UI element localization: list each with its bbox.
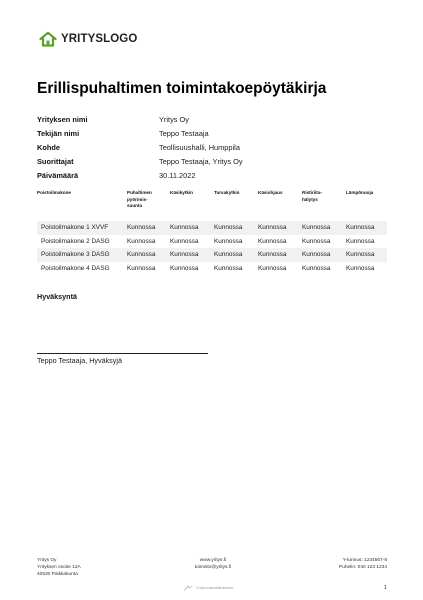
info-row-target: [37, 140, 243, 154]
table-row: [37, 221, 387, 235]
header-cell: Ristiriita- hälytys: [302, 190, 322, 202]
table-row: [37, 248, 387, 262]
table-cell: Kunnossa: [346, 251, 375, 259]
table-cell: Kunnossa: [127, 237, 156, 245]
table-cell: Kunnossa: [170, 237, 199, 245]
header-cell: Käsikytkin: [170, 190, 193, 195]
table-cell: Kunnossa: [214, 251, 243, 259]
footer-email: toimisto@yritys.fi: [194, 564, 232, 570]
info-value: Teppo Testaaja: [159, 128, 209, 138]
test-results-table: [37, 190, 387, 275]
info-section: [37, 112, 243, 182]
table-body: [37, 221, 387, 275]
signer-name: Teppo Testaaja, Hyväksyjä: [37, 356, 122, 365]
header-cell: Lämpönuoja: [346, 190, 374, 195]
info-row-performers: [37, 154, 243, 168]
table-cell: Kunnossa: [214, 224, 243, 232]
footer-website: www.yritys.fi: [199, 558, 227, 563]
table-cell: Kunnossa: [302, 264, 331, 272]
info-label: Päivämäärä: [37, 170, 79, 180]
brand-leaf-icon: [184, 585, 193, 591]
table-cell: Kunnossa: [214, 237, 243, 245]
approval-heading: Hyväksyntä: [37, 292, 77, 301]
table-cell: Poistoilmakone 2 DASG: [41, 237, 110, 245]
info-row-author: [37, 126, 243, 140]
table-cell: Kunnossa: [258, 251, 287, 259]
table-row: [37, 262, 387, 276]
logo-text: YRITYSLOGO: [61, 33, 138, 45]
table-cell: Kunnossa: [258, 237, 287, 245]
table-cell: Kunnossa: [302, 224, 331, 232]
table-cell: Kunnossa: [302, 237, 331, 245]
info-row-company: [37, 112, 243, 126]
signature-line: [37, 353, 208, 354]
table-cell: Poistoilmakone 4 DASG: [41, 264, 110, 272]
info-label: Tekijän nimi: [37, 128, 80, 138]
footer-company: Yritys Oy Yrityksen osoite 12A 40530 Paikkakunta: [37, 558, 81, 577]
table-row: [37, 235, 387, 249]
table-cell: Kunnossa: [127, 251, 156, 259]
table-cell: Kunnossa: [258, 264, 287, 272]
info-value: Teppo Testaaja, Yritys Oy: [159, 156, 243, 166]
info-row-date: [37, 168, 243, 182]
info-value: Teollisuushalli, Humppila: [159, 142, 240, 152]
table-cell: Kunnossa: [214, 264, 243, 272]
footer-contact: [189, 558, 237, 572]
table-cell: Kunnossa: [346, 237, 375, 245]
info-label: Suorittajat: [37, 156, 74, 166]
table-cell: Kunnossa: [170, 251, 199, 259]
table-cell: Poistoilmakone 1 XVVF: [41, 224, 109, 232]
table-cell: Kunnossa: [258, 224, 287, 232]
page-number: 1: [383, 585, 387, 591]
table-cell: Kunnossa: [346, 264, 375, 272]
header-cell: Turvakytkin: [214, 190, 240, 195]
info-value: 30.11.2022: [159, 170, 196, 180]
footer-registration: Y-tunnus: 1234567-8 Puhelin: 040 123 1234: [338, 558, 387, 570]
footer-brand-text: Yritys kaavatilitoimisto: [196, 586, 234, 590]
info-label: Kohde: [37, 142, 60, 152]
document-title: Erillispuhaltimen toimintakoepöytäkirja: [37, 80, 327, 97]
info-value: Yritys Oy: [159, 114, 189, 124]
header-cell: Käsiohjaus: [258, 190, 283, 195]
table-cell: Kunnossa: [170, 264, 199, 272]
table-header: [37, 190, 387, 219]
table-cell: Kunnossa: [127, 264, 156, 272]
company-logo: [39, 31, 137, 47]
table-cell: Poistoilmakone 3 DASG: [41, 251, 110, 259]
table-cell: Kunnossa: [302, 251, 331, 259]
house-icon: [39, 31, 57, 47]
table-cell: Kunnossa: [127, 224, 156, 232]
table-cell: Kunnossa: [346, 224, 375, 232]
header-cell: Puhaltimen pyörimis- suunta: [127, 190, 152, 209]
footer-brand: [184, 585, 233, 591]
header-cell: Poistoilmakone: [37, 190, 71, 195]
table-cell: Kunnossa: [170, 224, 199, 232]
info-label: Yrityksen nimi: [37, 114, 88, 124]
